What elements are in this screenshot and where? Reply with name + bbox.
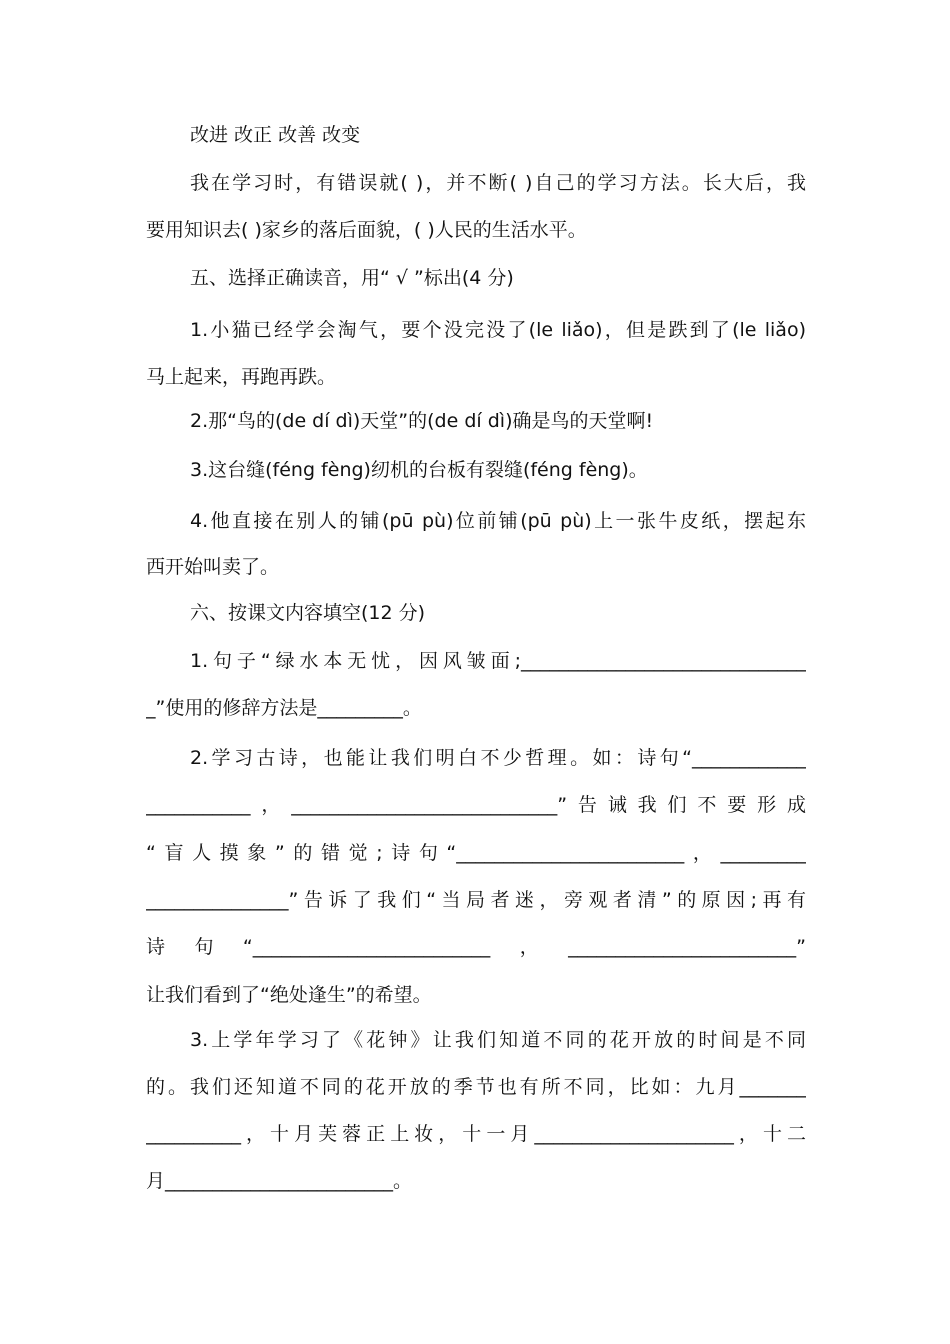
question-6-2-line-2: ___________，____________________________”告诫我们不要形成 [146,794,806,816]
question-6-3-line-1: 3.上学年学习了《花钟》让我们知道不同的花开放的时间是不同 [190,1029,806,1051]
question-5-4-line-1: 4.他直接在别人的铺(pū pù)位前铺(pū pù)上一张牛皮纸，摆起东 [190,510,806,532]
question-5-1-line-1: 1.小猫已经学会淘气，要个没完没了(le liǎo)，但是跌到了(le liǎo) [190,319,806,341]
question-6-1-line-2: _”使用的修辞方法是_________。 [146,697,422,719]
question-6-2-line-5: 诗句“_________________________，________________________” [146,936,806,958]
question-5-2: 2.那“鸟的(de dí dì)天堂”的(de dí dì)确是鸟的天堂啊! [190,410,654,432]
question-6-2-line-3: “盲人摸象”的错觉;诗句“________________________，_________ [146,842,806,864]
question-5-3: 3.这台缝(féng fèng)纫机的台板有裂缝(féng fèng)。 [190,459,648,481]
question-6-2-line-6: 让我们看到了“绝处逢生”的希望。 [146,984,432,1006]
question-6-3-line-2: 的。我们还知道不同的花开放的季节也有所不同，比如：九月_______ [146,1076,806,1098]
section-5-heading: 五、选择正确读音，用“ √ ”标出(4 分) [190,267,514,289]
question-6-1-line-1: 1.句子“绿水本无忧，因风皱面;______________________________ [190,650,806,672]
question-6-2-line-1: 2.学习古诗，也能让我们明白不少哲理。如：诗句“____________ [190,747,806,769]
fill-blank-sentence-line-1: 我在学习时，有错误就( )，并不断( )自己的学习方法。长大后，我 [190,172,806,194]
section-6-heading: 六、按课文内容填空(12 分) [190,602,426,624]
fill-blank-sentence-line-2: 要用知识去( )家乡的落后面貌，( )人民的生活水平。 [146,219,587,241]
question-5-1-line-2: 马上起来，再跑再跌。 [146,366,337,388]
question-6-2-line-4: _______________”告诉了我们“当局者迷，旁观者清”的原因;再有 [146,889,806,911]
question-6-3-line-3: __________，十月芙蓉正上妆，十一月_____________________，十二 [146,1123,806,1145]
question-5-4-line-2: 西开始叫卖了。 [146,556,280,578]
question-6-3-line-4: 月________________________。 [146,1170,413,1192]
word-choices: 改进 改正 改善 改变 [190,124,361,146]
